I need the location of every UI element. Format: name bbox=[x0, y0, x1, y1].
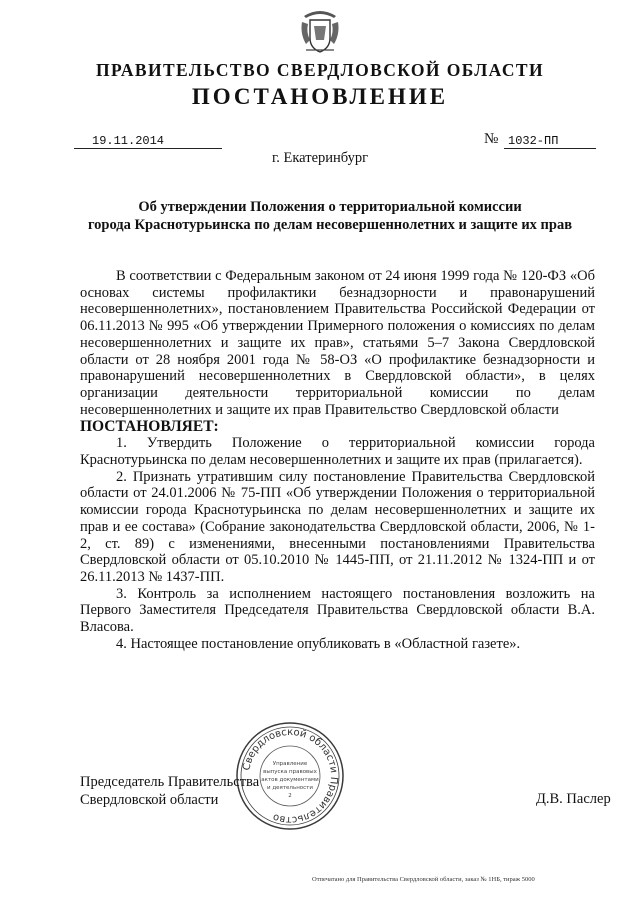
organization-name: ПРАВИТЕЛЬСТВО СВЕРДЛОВСКОЙ ОБЛАСТИ bbox=[96, 60, 544, 80]
document-city: г. Екатеринбург bbox=[271, 150, 369, 166]
svg-text:Управление: Управление bbox=[272, 761, 308, 767]
signatory-position bbox=[80, 773, 259, 809]
svg-text:выпуска правовых: выпуска правовых bbox=[263, 769, 317, 775]
preamble-paragraph: В соответствии с Федеральным законом от 24 июня 1999 года № 120-ФЗ «Об основах системы профилактики безнадзорности и правонарушений несовершеннолетних», постановлением Правительства Российской Федерации от 06.11.2013 № 995 «Об утверждении Примерного положения о комиссиях по делам несовершеннолетних и защите их прав», статьями 5–7 Закона Свердловской области от 28 ноября 2001 года № 58-ОЗ «О профилактике безнадзорности и правонарушений несовершеннолетних в Свердловской области», в целях организации деятельности территориальной комиссии по делам несовершеннолетних и защите их прав Правительство Свердловской области bbox=[80, 268, 595, 418]
svg-text:актов документами: актов документами bbox=[261, 777, 319, 783]
document-title bbox=[60, 198, 600, 234]
svg-text:и деятельности: и деятельности bbox=[267, 785, 313, 791]
item-1-paragraph: 1. Утвердить Положение о территориальной комиссии города Краснотурьинска по делам несовершеннолетних и защите их прав (прилагается). bbox=[80, 435, 595, 469]
title-line-2: города Краснотурьинска по делам несовершеннолетних и защите их прав bbox=[87, 217, 573, 233]
item-3-paragraph: 3. Контроль за исполнением настоящего постановления возложить на Первого Заместителя Председателя Правительства Свердловской области В.А. Власова. bbox=[80, 585, 595, 636]
document-number-label: № bbox=[484, 131, 499, 147]
document-number: 1032-ПП bbox=[504, 134, 596, 149]
document-type: ПОСТАНОВЛЕНИЕ bbox=[191, 84, 449, 109]
title-line-1: Об утверждении Положения о территориальной комиссии bbox=[138, 199, 522, 215]
signatory-name: Д.В. Паслер bbox=[536, 791, 611, 807]
svg-text:Свердловской области Правитель: Свердловской области Правительство bbox=[241, 726, 340, 826]
item-2-paragraph: 2. Признать утратившим силу постановление Правительства Свердловской области от 24.01.2006 № 75-ПП «Об утверждении Положения о территориальной комиссии города Краснотурьинска по делам несовершеннолетних и защите их прав и ее состава» (Собрание законодательства Свердловской области, 2006, № 1-2, ст. 89) с изменениями, внесенными постановлениями Правительства Свердловской области от 05.10.2010 № 1445-ПП, от 21.11.2012 № 1324-ПП и от 26.11.2013 № 1437-ПП. bbox=[80, 468, 595, 585]
svg-text:2: 2 bbox=[288, 793, 292, 799]
item-4-paragraph: 4. Настоящее постановление опубликовать в «Областной газете». bbox=[116, 635, 521, 652]
resolves-heading: ПОСТАНОВЛЯЕТ: bbox=[80, 418, 219, 436]
signatory-position-line-1: Председатель Правительства bbox=[80, 774, 260, 790]
coat-of-arms-emblem bbox=[298, 6, 342, 56]
signatory-position-line-2: Свердловской области bbox=[80, 792, 219, 808]
print-footer-note: Отпечатано для Правительства Свердловской области, заказ № 1НБ, тираж 5000 bbox=[312, 876, 535, 883]
document-date: 19.11.2014 bbox=[74, 134, 222, 149]
document-body bbox=[80, 268, 595, 652]
